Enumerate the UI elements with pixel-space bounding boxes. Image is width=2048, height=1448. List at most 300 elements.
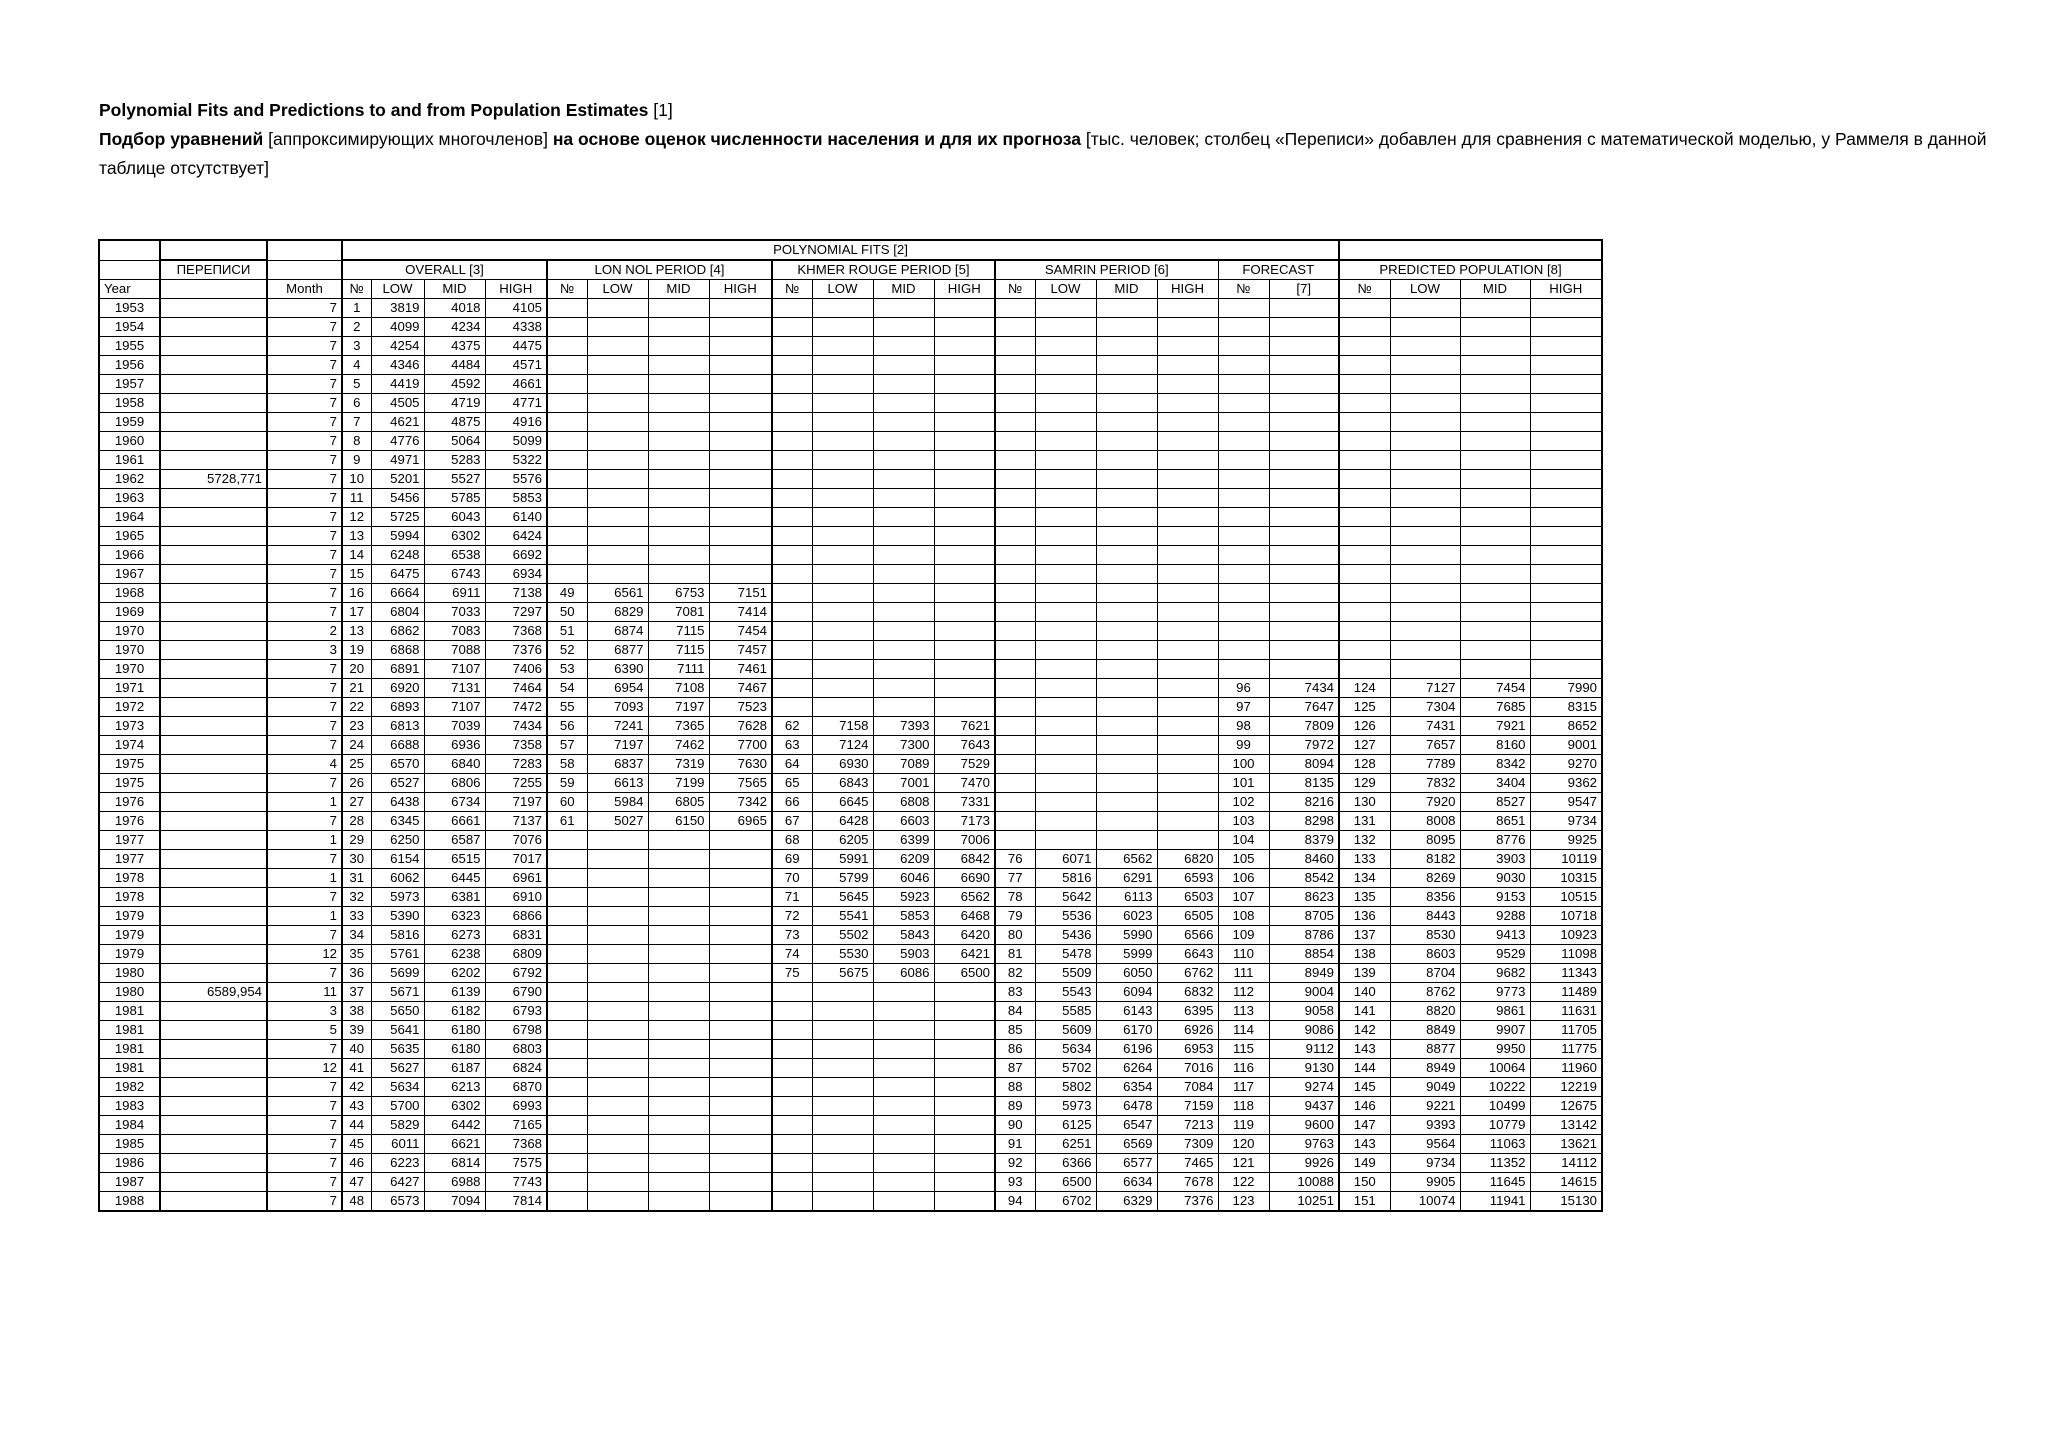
- table-cell: 7431: [1390, 717, 1460, 736]
- table-cell: 48: [342, 1192, 371, 1212]
- table-cell: [873, 565, 934, 584]
- table-cell: [934, 565, 995, 584]
- table-cell: 11631: [1530, 1002, 1602, 1021]
- table-cell: [160, 1021, 267, 1040]
- table-cell: [648, 375, 709, 394]
- table-cell: [1339, 356, 1390, 375]
- table-cell: 5761: [371, 945, 424, 964]
- table-cell: 14112: [1530, 1154, 1602, 1173]
- table-cell: [1035, 755, 1096, 774]
- table-cell: [547, 299, 587, 318]
- table-cell: 22: [342, 698, 371, 717]
- table-cell: [772, 1116, 812, 1135]
- table-cell: 6805: [648, 793, 709, 812]
- table-cell: 6734: [424, 793, 485, 812]
- table-cell: [772, 1154, 812, 1173]
- table-cell: 11343: [1530, 964, 1602, 983]
- table-cell: 6820: [1157, 850, 1218, 869]
- table-cell: [812, 1116, 873, 1135]
- column-header: MID: [1096, 280, 1157, 299]
- table-cell: 6424: [485, 527, 547, 546]
- table-cell: [1460, 394, 1530, 413]
- table-cell: 6238: [424, 945, 485, 964]
- table-cell: 6223: [371, 1154, 424, 1173]
- table-cell: 5973: [371, 888, 424, 907]
- table-cell: [995, 641, 1035, 660]
- table-cell: 6661: [424, 812, 485, 831]
- table-cell: 8135: [1269, 774, 1339, 793]
- table-cell: [709, 1002, 772, 1021]
- table-cell: [709, 1040, 772, 1059]
- table-cell: 8095: [1390, 831, 1460, 850]
- table-cell: 5634: [1035, 1040, 1096, 1059]
- table-cell: [587, 1097, 648, 1116]
- table-cell: 5527: [424, 470, 485, 489]
- table-cell: [160, 508, 267, 527]
- table-row: [99, 337, 1602, 356]
- table-cell: [1035, 432, 1096, 451]
- table-cell: 49: [547, 584, 587, 603]
- table-cell: 149: [1339, 1154, 1390, 1173]
- table-cell: [648, 964, 709, 983]
- table-cell: 5923: [873, 888, 934, 907]
- table-cell: 8820: [1390, 1002, 1460, 1021]
- table-cell: [709, 1173, 772, 1192]
- table-cell: 10515: [1530, 888, 1602, 907]
- table-row: [99, 356, 1602, 375]
- table-cell: [547, 983, 587, 1002]
- table-cell: 1980: [99, 964, 160, 983]
- table-cell: [812, 451, 873, 470]
- table-cell: [934, 413, 995, 432]
- table-cell: [160, 945, 267, 964]
- table-cell: [1339, 375, 1390, 394]
- table-cell: [648, 337, 709, 356]
- table-cell: 104: [1218, 831, 1269, 850]
- table-cell: [648, 318, 709, 337]
- table-cell: [934, 299, 995, 318]
- table-cell: [934, 1173, 995, 1192]
- table-cell: 9153: [1460, 888, 1530, 907]
- table-row: [99, 1021, 1602, 1040]
- table-cell: 7: [267, 1078, 342, 1097]
- table-cell: [934, 1192, 995, 1212]
- table-cell: 8854: [1269, 945, 1339, 964]
- table-cell: 42: [342, 1078, 371, 1097]
- table-cell: [1218, 299, 1269, 318]
- table-cell: [160, 375, 267, 394]
- table-cell: 7465: [1157, 1154, 1218, 1173]
- table-cell: 117: [1218, 1078, 1269, 1097]
- table-cell: [587, 356, 648, 375]
- table-cell: 7434: [1269, 679, 1339, 698]
- table-cell: [160, 356, 267, 375]
- table-cell: 7131: [424, 679, 485, 698]
- table-cell: [995, 413, 1035, 432]
- table-cell: [1339, 527, 1390, 546]
- table-cell: [709, 1021, 772, 1040]
- table-cell: 7529: [934, 755, 995, 774]
- table-cell: [995, 299, 1035, 318]
- table-cell: 7304: [1390, 698, 1460, 717]
- table-cell: [1269, 318, 1339, 337]
- table-cell: [587, 983, 648, 1002]
- table-cell: [648, 1040, 709, 1059]
- table-cell: [1218, 527, 1269, 546]
- table-cell: 118: [1218, 1097, 1269, 1116]
- table-cell: 29: [342, 831, 371, 850]
- subtitle-bold-1: Подбор уравнений: [99, 129, 264, 149]
- table-cell: 13142: [1530, 1116, 1602, 1135]
- table-cell: [709, 318, 772, 337]
- table-cell: [1530, 470, 1602, 489]
- table-cell: 121: [1218, 1154, 1269, 1173]
- table-cell: 6589,954: [160, 983, 267, 1002]
- table-row: [99, 1116, 1602, 1135]
- table-cell: 1986: [99, 1154, 160, 1173]
- table-cell: [772, 1040, 812, 1059]
- column-header: Month: [267, 280, 342, 299]
- table-cell: [160, 793, 267, 812]
- table-cell: 6046: [873, 869, 934, 888]
- table-cell: 6354: [1096, 1078, 1157, 1097]
- table-cell: 7: [267, 413, 342, 432]
- table-cell: 5283: [424, 451, 485, 470]
- table-cell: [1390, 660, 1460, 679]
- table-cell: [547, 831, 587, 850]
- table-cell: [160, 584, 267, 603]
- table-cell: 7: [267, 489, 342, 508]
- table-cell: [873, 1021, 934, 1040]
- table-cell: 7197: [485, 793, 547, 812]
- table-row: [99, 831, 1602, 850]
- column-header: HIGH: [1157, 280, 1218, 299]
- table-cell: [160, 1002, 267, 1021]
- table-cell: [1390, 318, 1460, 337]
- table-cell: 7: [267, 1154, 342, 1173]
- table-cell: 7: [267, 1097, 342, 1116]
- table-cell: 93: [995, 1173, 1035, 1192]
- table-cell: [547, 1040, 587, 1059]
- table-cell: 6688: [371, 736, 424, 755]
- table-cell: [873, 489, 934, 508]
- table-cell: 6187: [424, 1059, 485, 1078]
- table-cell: [648, 546, 709, 565]
- table-cell: 132: [1339, 831, 1390, 850]
- table-cell: 6926: [1157, 1021, 1218, 1040]
- subtitle-plain-2: [тыс. человек; столбец «Переписи» добавлен для сравнения с математической моделью, у Раммеля в данной таблице отсутствует]: [99, 129, 1987, 178]
- column-header: №: [1339, 280, 1390, 299]
- table-cell: 4475: [485, 337, 547, 356]
- table-cell: 10064: [1460, 1059, 1530, 1078]
- table-cell: 4338: [485, 318, 547, 337]
- table-cell: [547, 1021, 587, 1040]
- table-cell: [934, 1116, 995, 1135]
- table-cell: 7081: [648, 603, 709, 622]
- table-cell: [1096, 394, 1157, 413]
- table-cell: 4346: [371, 356, 424, 375]
- table-cell: [1530, 432, 1602, 451]
- table-cell: 7165: [485, 1116, 547, 1135]
- table-cell: 7461: [709, 660, 772, 679]
- table-cell: [1390, 337, 1460, 356]
- table-cell: 7: [267, 888, 342, 907]
- table-cell: 5642: [1035, 888, 1096, 907]
- table-cell: 120: [1218, 1135, 1269, 1154]
- table-cell: [1269, 375, 1339, 394]
- table-cell: [1157, 812, 1218, 831]
- table-cell: [587, 432, 648, 451]
- table-cell: 8182: [1390, 850, 1460, 869]
- table-cell: 9547: [1530, 793, 1602, 812]
- table-cell: [1157, 622, 1218, 641]
- table-row: [99, 679, 1602, 698]
- table-cell: [1096, 717, 1157, 736]
- table-cell: [587, 964, 648, 983]
- table-cell: 1983: [99, 1097, 160, 1116]
- table-row: [99, 1002, 1602, 1021]
- table-cell: 8460: [1269, 850, 1339, 869]
- table-cell: [1530, 337, 1602, 356]
- table-cell: 1976: [99, 812, 160, 831]
- table-cell: [873, 679, 934, 698]
- table-cell: [160, 812, 267, 831]
- table-cell: [812, 641, 873, 660]
- table-cell: 5634: [371, 1078, 424, 1097]
- table-cell: 7039: [424, 717, 485, 736]
- table-cell: [995, 527, 1035, 546]
- table-cell: 7331: [934, 793, 995, 812]
- table-cell: [934, 1040, 995, 1059]
- table-cell: 6468: [934, 907, 995, 926]
- table-cell: 7241: [587, 717, 648, 736]
- table-cell: 61: [547, 812, 587, 831]
- table-cell: 6500: [934, 964, 995, 983]
- table-cell: 5609: [1035, 1021, 1096, 1040]
- table-cell: 6753: [648, 584, 709, 603]
- table-cell: 141: [1339, 1002, 1390, 1021]
- table-cell: [995, 755, 1035, 774]
- table-cell: [587, 318, 648, 337]
- table-cell: 6832: [1157, 983, 1218, 1002]
- table-cell: 76: [995, 850, 1035, 869]
- table-cell: 7197: [648, 698, 709, 717]
- table-cell: 6870: [485, 1078, 547, 1097]
- title-note: [1]: [653, 100, 673, 120]
- table-cell: [873, 432, 934, 451]
- table-cell: [648, 907, 709, 926]
- table-cell: 147: [1339, 1116, 1390, 1135]
- table-cell: 6692: [485, 546, 547, 565]
- table-cell: [1157, 508, 1218, 527]
- table-cell: 6071: [1035, 850, 1096, 869]
- table-cell: 5650: [371, 1002, 424, 1021]
- table-cell: [1339, 508, 1390, 527]
- table-cell: 7: [267, 717, 342, 736]
- table-cell: [934, 584, 995, 603]
- table-cell: 8776: [1460, 831, 1530, 850]
- table-cell: 126: [1339, 717, 1390, 736]
- table-cell: [160, 641, 267, 660]
- table-cell: 84: [995, 1002, 1035, 1021]
- table-cell: [648, 1135, 709, 1154]
- table-cell: 6804: [371, 603, 424, 622]
- table-cell: 9274: [1269, 1078, 1339, 1097]
- table-cell: 8269: [1390, 869, 1460, 888]
- table-cell: 6023: [1096, 907, 1157, 926]
- table-cell: [648, 451, 709, 470]
- table-cell: 6877: [587, 641, 648, 660]
- table-cell: [1460, 299, 1530, 318]
- table-cell: 8704: [1390, 964, 1460, 983]
- table-cell: 8949: [1269, 964, 1339, 983]
- table-cell: [812, 603, 873, 622]
- table-cell: [1218, 470, 1269, 489]
- table-cell: [1390, 565, 1460, 584]
- table-cell: [1339, 318, 1390, 337]
- table-cell: [812, 1078, 873, 1097]
- table-cell: [1035, 337, 1096, 356]
- table-cell: 6043: [424, 508, 485, 527]
- table-cell: [160, 1059, 267, 1078]
- table-cell: 7: [267, 679, 342, 698]
- table-cell: [934, 1002, 995, 1021]
- table-cell: 7: [267, 565, 342, 584]
- table-cell: [547, 1192, 587, 1212]
- table-cell: 10: [342, 470, 371, 489]
- table-cell: [648, 470, 709, 489]
- table-cell: 7: [267, 1135, 342, 1154]
- table-cell: [812, 1154, 873, 1173]
- table-cell: 23: [342, 717, 371, 736]
- table-cell: 9362: [1530, 774, 1602, 793]
- table-cell: [709, 470, 772, 489]
- table-cell: [547, 945, 587, 964]
- table-cell: [995, 698, 1035, 717]
- table-cell: 7630: [709, 755, 772, 774]
- table-cell: [873, 356, 934, 375]
- table-cell: [1218, 641, 1269, 660]
- table-cell: 8652: [1530, 717, 1602, 736]
- table-cell: [160, 451, 267, 470]
- table-row: [99, 508, 1602, 527]
- table-cell: 9112: [1269, 1040, 1339, 1059]
- table-cell: [772, 413, 812, 432]
- table-cell: [1218, 432, 1269, 451]
- table-cell: 1960: [99, 432, 160, 451]
- header-row-sections: [99, 260, 1602, 280]
- table-cell: 4234: [424, 318, 485, 337]
- table-cell: [812, 527, 873, 546]
- table-cell: 1957: [99, 375, 160, 394]
- table-cell: [1218, 451, 1269, 470]
- table-cell: [648, 508, 709, 527]
- table-cell: 6814: [424, 1154, 485, 1173]
- table-cell: [709, 1116, 772, 1135]
- table-cell: 10718: [1530, 907, 1602, 926]
- table-cell: 100: [1218, 755, 1269, 774]
- table-cell: [648, 1097, 709, 1116]
- table-cell: [1218, 660, 1269, 679]
- table-cell: [709, 945, 772, 964]
- table-cell: [160, 850, 267, 869]
- table-cell: 7454: [1460, 679, 1530, 698]
- table-cell: 7: [267, 394, 342, 413]
- table-cell: [812, 470, 873, 489]
- table-cell: 74: [772, 945, 812, 964]
- table-cell: [160, 1116, 267, 1135]
- table-cell: [547, 1097, 587, 1116]
- table-cell: [547, 489, 587, 508]
- table-cell: [587, 1078, 648, 1097]
- table-cell: 9950: [1460, 1040, 1530, 1059]
- table-cell: [1339, 660, 1390, 679]
- table-cell: 5728,771: [160, 470, 267, 489]
- table-cell: [709, 1135, 772, 1154]
- table-cell: 1969: [99, 603, 160, 622]
- table-row: [99, 394, 1602, 413]
- table-cell: 127: [1339, 736, 1390, 755]
- table-cell: 1987: [99, 1173, 160, 1192]
- table-cell: 6645: [812, 793, 873, 812]
- table-cell: 9288: [1460, 907, 1530, 926]
- table-cell: 5585: [1035, 1002, 1096, 1021]
- table-cell: 3903: [1460, 850, 1530, 869]
- table-cell: 7016: [1157, 1059, 1218, 1078]
- table-cell: [934, 1059, 995, 1078]
- table-cell: 8216: [1269, 793, 1339, 812]
- table-cell: [873, 1059, 934, 1078]
- table-cell: 9130: [1269, 1059, 1339, 1078]
- table-cell: 35: [342, 945, 371, 964]
- table-cell: [709, 888, 772, 907]
- table-cell: 7151: [709, 584, 772, 603]
- table-cell: [709, 1078, 772, 1097]
- table-cell: [587, 299, 648, 318]
- table-cell: 69: [772, 850, 812, 869]
- table-cell: 5699: [371, 964, 424, 983]
- table-cell: 6366: [1035, 1154, 1096, 1173]
- table-cell: 143: [1339, 1135, 1390, 1154]
- table-cell: 7: [267, 736, 342, 755]
- table-cell: [812, 375, 873, 394]
- overall-header: OVERALL [3]: [342, 260, 547, 280]
- table-cell: 78: [995, 888, 1035, 907]
- table-cell: 20: [342, 660, 371, 679]
- table-cell: [160, 337, 267, 356]
- table-cell: [995, 375, 1035, 394]
- table-cell: [1390, 299, 1460, 318]
- table-cell: [934, 1021, 995, 1040]
- table-cell: [547, 337, 587, 356]
- table-cell: [934, 1154, 995, 1173]
- table-cell: [648, 1173, 709, 1192]
- table-cell: 6264: [1096, 1059, 1157, 1078]
- table-cell: 7159: [1157, 1097, 1218, 1116]
- table-cell: 7300: [873, 736, 934, 755]
- table-cell: [160, 926, 267, 945]
- table-cell: 4105: [485, 299, 547, 318]
- table-cell: 5675: [812, 964, 873, 983]
- table-cell: [1530, 584, 1602, 603]
- table-cell: [160, 660, 267, 679]
- table-cell: [1096, 318, 1157, 337]
- table-cell: 6837: [587, 755, 648, 774]
- table-cell: 8: [342, 432, 371, 451]
- table-cell: 15130: [1530, 1192, 1602, 1212]
- table-cell: 7: [267, 546, 342, 565]
- table-cell: [1269, 603, 1339, 622]
